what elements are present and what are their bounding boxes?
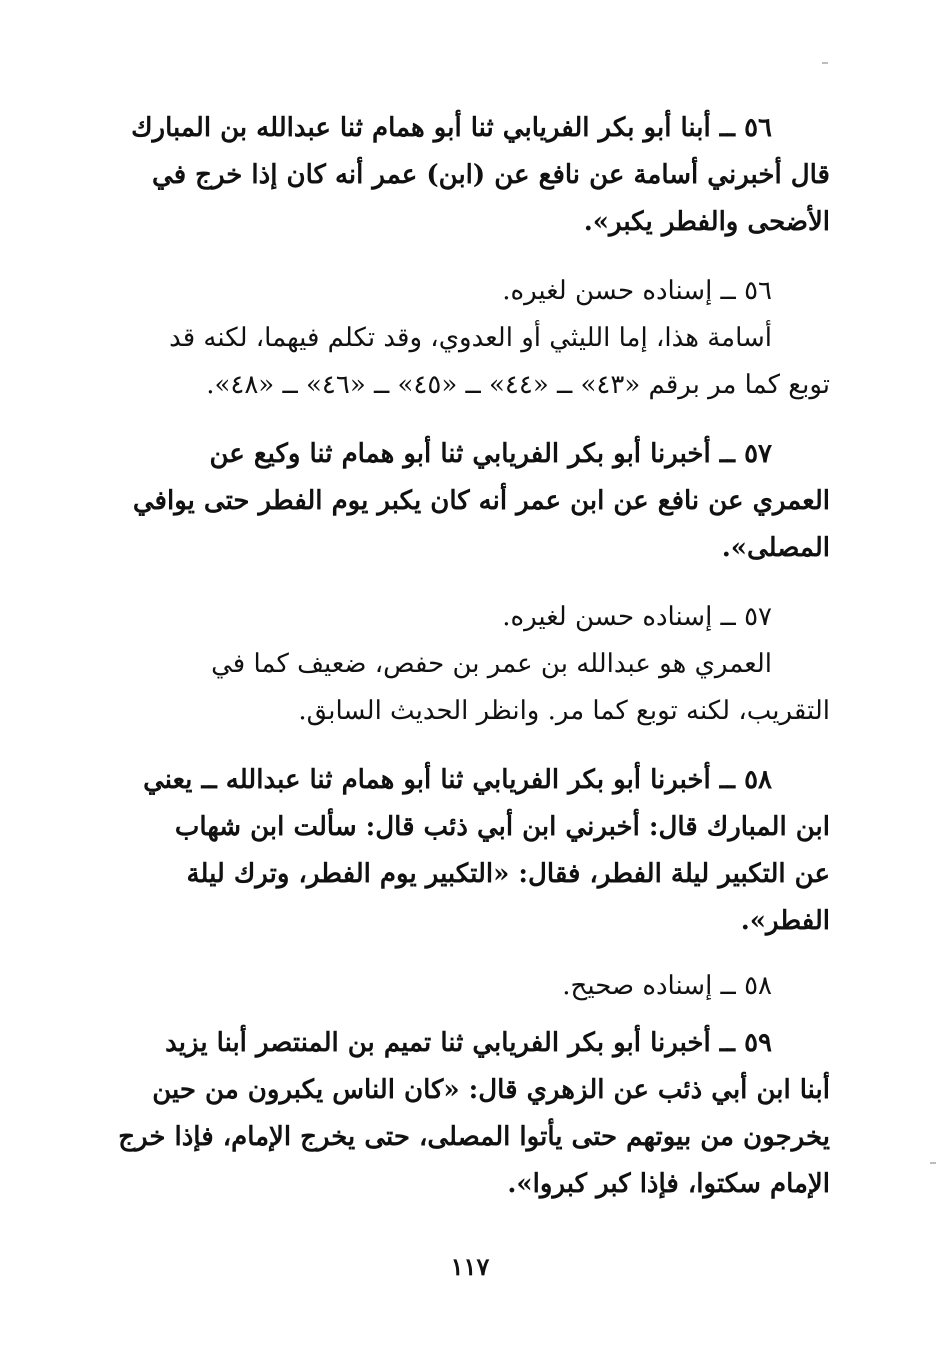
hadith-57-line-3: المصلى». (721, 533, 830, 563)
hadith-58-line-3: عن التكبير ليلة الفطر، فقال: «التكبير يوم الفطر، وترك ليلة (186, 859, 830, 889)
commentary-56-line-2: أسامة هذا، إما الليثي أو العدوي، وقد تكلم فيهما، لكنه قد (169, 323, 772, 353)
hadith-59-line-4: الإمام سكتوا، فإذا كبر كبروا». (507, 1169, 830, 1199)
hadith-59-line-1: ٥٩ ــ أخبرنا أبو بكر الفريابي ثنا تميم بن المنتصر أبنا يزيد (165, 1028, 772, 1058)
hadith-57-line-1: ٥٧ ــ أخبرنا أبو بكر الفريابي ثنا أبو همام ثنا وكيع عن (209, 439, 772, 469)
commentary-57-line-3: التقريب، لكنه توبع كما مر. وانظر الحديث السابق. (298, 696, 830, 726)
scan-speck (930, 1162, 936, 1164)
commentary-57 (135, 594, 830, 735)
commentary-56-line-3: توبع كما مر برقم «٤٣» ــ «٤٤» ــ «٤٥» ــ «٤٦» ــ «٤٨». (206, 370, 830, 400)
commentary-58 (135, 963, 830, 1010)
hadith-56-line-1: ٥٦ ــ أبنا أبو بكر الفريابي ثنا أبو همام ثنا عبدالله بن المبارك (131, 113, 772, 143)
commentary-58-line-1: ٥٨ ــ إسناده صحيح. (562, 971, 772, 1001)
hadith-58-line-2: ابن المبارك قال: أخبرني ابن أبي ذئب قال: سألت ابن شهاب (174, 812, 830, 842)
hadith-56-line-3: الأضحى والفطر يكبر». (583, 207, 830, 237)
scan-speck (822, 62, 828, 64)
hadith-56 (131, 105, 830, 246)
text-column (118, 105, 830, 1208)
hadith-58-line-1: ٥٨ ــ أخبرنا أبو بكر الفريابي ثنا أبو همام ثنا عبدالله ــ يعني (143, 765, 772, 795)
hadith-58 (135, 757, 830, 945)
hadith-59-line-3: يخرجون من بيوتهم حتى يأتوا المصلى، حتى يخرج الإمام، فإذا خرج (118, 1122, 830, 1152)
page-number: ١١٧ (450, 1252, 490, 1281)
commentary-56-line-1: ٥٦ ــ إسناده حسن لغيره. (502, 276, 772, 306)
hadith-56-line-2: قال أخبرني أسامة عن نافع عن (ابن) عمر أنه كان إذا خرج في (152, 160, 830, 190)
hadith-59-line-2: أبنا ابن أبي ذئب عن الزهري قال: «كان الناس يكبرون من حين (152, 1075, 830, 1105)
hadith-59 (118, 1020, 830, 1208)
commentary-56 (135, 268, 830, 409)
hadith-57-line-2: العمري عن نافع عن ابن عمر أنه كان يكبر يوم الفطر حتى يوافي (132, 486, 830, 516)
hadith-57 (132, 431, 830, 572)
hadith-58-line-4: الفطر». (740, 906, 830, 936)
commentary-57-line-1: ٥٧ ــ إسناده حسن لغيره. (502, 602, 772, 632)
commentary-57-line-2: العمري هو عبدالله بن عمر بن حفص، ضعيف كما في (211, 649, 772, 679)
